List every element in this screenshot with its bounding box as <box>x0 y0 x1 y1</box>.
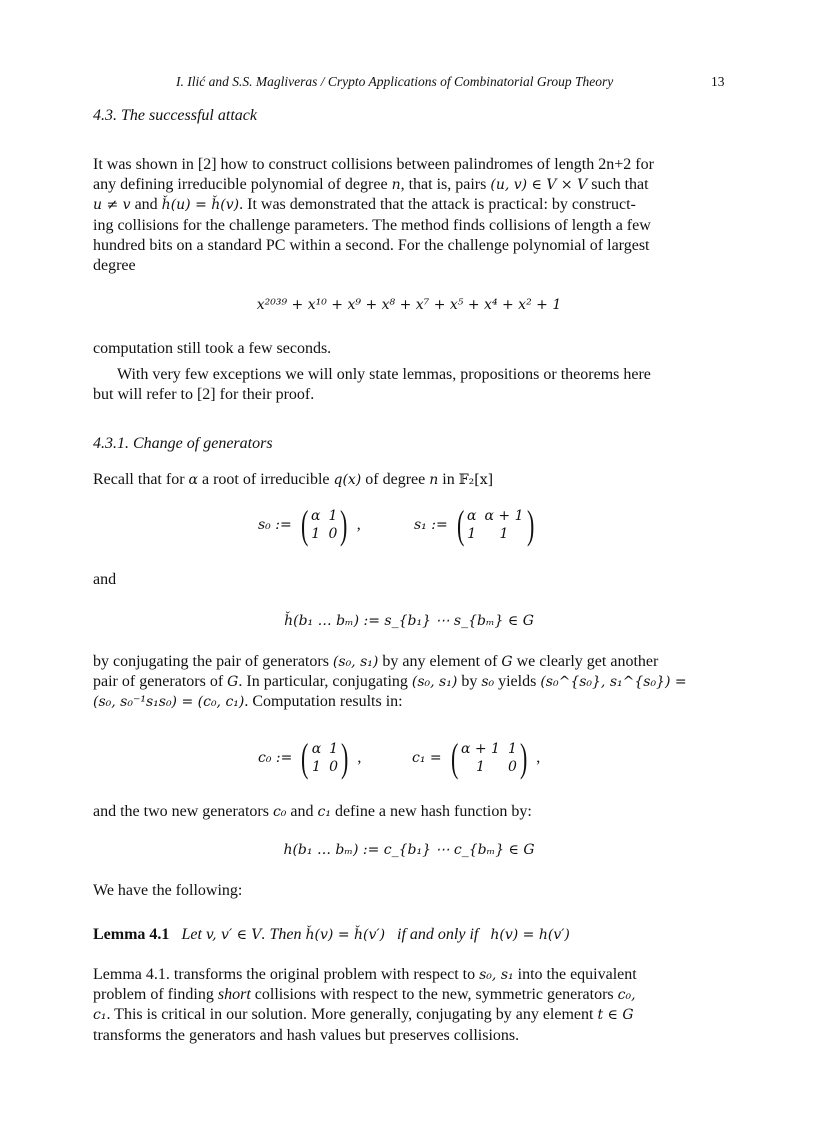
h-definition: h(b₁ … bₘ) := c_{b₁} ⋯ c_{bₘ} ∈ G <box>283 842 535 858</box>
running-head <box>176 74 726 90</box>
paragraph-5: by conjugating the pair of generators (s₀, s₁) by any element of G we clearly get another pair of generators of G. In particular, conjugating (s₀, s₁) by s₀ yields (s₀^{s₀}, s₁^{s₀}) = (s₀, s₀⁻¹s₁s₀) = (c₀, c₁). Computation results in: <box>93 653 687 711</box>
c0-definition: c₀ := ( α 1 1 0 ) , <box>258 735 362 780</box>
have-text: We have the following: <box>93 882 243 899</box>
running-head-text: I. Ilić and S.S. Magliveras / Crypto Applications of Combinatorial Group Theory <box>176 74 614 89</box>
p1-line: u ≠ v and ȟ(u) = ȟ(v). It was demonstrated that the attack is practical: by construct- <box>93 196 636 214</box>
c0-matrix: α 1 1 0 <box>311 741 339 775</box>
s0-definition: s₀ := ( α 1 1 0 ) , <box>258 502 361 547</box>
and-text: and <box>93 571 117 588</box>
paragraph-4: Recall that for α a root of irreducible q(x) of degree n in 𝔽₂[x] <box>93 471 494 488</box>
s0-matrix: α 1 1 0 <box>311 508 338 542</box>
paragraph-6: and the two new generators c₀ and c₁ define a new hash function by: <box>93 803 532 820</box>
p1-line: ing collisions for the challenge parameters. The method finds collisions of length a few <box>93 216 651 234</box>
paragraph-2: computation still took a few seconds. <box>93 340 332 357</box>
section-title: 4.3. The successful attack <box>93 107 257 124</box>
s1-definition: s₁ := ( α α + 1 1 1 ) <box>414 502 534 547</box>
p1-line: hundred bits on a standard PC within a second. For the challenge polynomial of largest <box>93 236 650 254</box>
c1-matrix: α + 1 1 1 0 <box>460 741 517 775</box>
page-number: 13 <box>711 74 725 89</box>
subsection-title: 4.3.1. Change of generators <box>93 435 273 452</box>
paragraph-7: Lemma 4.1. transforms the original problem with respect to s₀, s₁ into the equivalent problem of finding short collisions with respect to the new, symmetric generators c₀, c₁. This is critical in our solution. More generally, conjugating by any element t ∈ G transforms the generators and hash values but preserves collisions. <box>93 966 637 1044</box>
p1-line: It was shown in [2] how to construct collisions between palindromes of length 2n+2 for <box>93 156 654 173</box>
p1-line: any defining irreducible polynomial of degree n, that is, pairs (u, v) ∈ V × V such that <box>93 176 649 194</box>
paragraph-3: With very few exceptions we will only state lemmas, propositions or theorems here but will refer to [2] for their proof. <box>93 366 651 404</box>
lemma-4-1: Lemma 4.1 Let v, v′ ∈ V. Then ȟ(v) = ȟ(v′) if and only if h(v) = h(v′) <box>93 926 570 943</box>
p1-line: degree <box>93 257 136 275</box>
paragraph-1 <box>93 155 725 276</box>
polynomial-equation: x²⁰³⁹ + x¹⁰ + x⁹ + x⁸ + x⁷ + x⁵ + x⁴ + x² + 1 <box>256 297 562 313</box>
hcheck-definition: ȟ(b₁ … bₘ) := s_{b₁} ⋯ s_{bₘ} ∈ G <box>284 613 534 629</box>
c1-definition: c₁ = ( α + 1 1 1 0 ) , <box>412 735 541 780</box>
s1-matrix: α α + 1 1 1 <box>467 508 524 542</box>
